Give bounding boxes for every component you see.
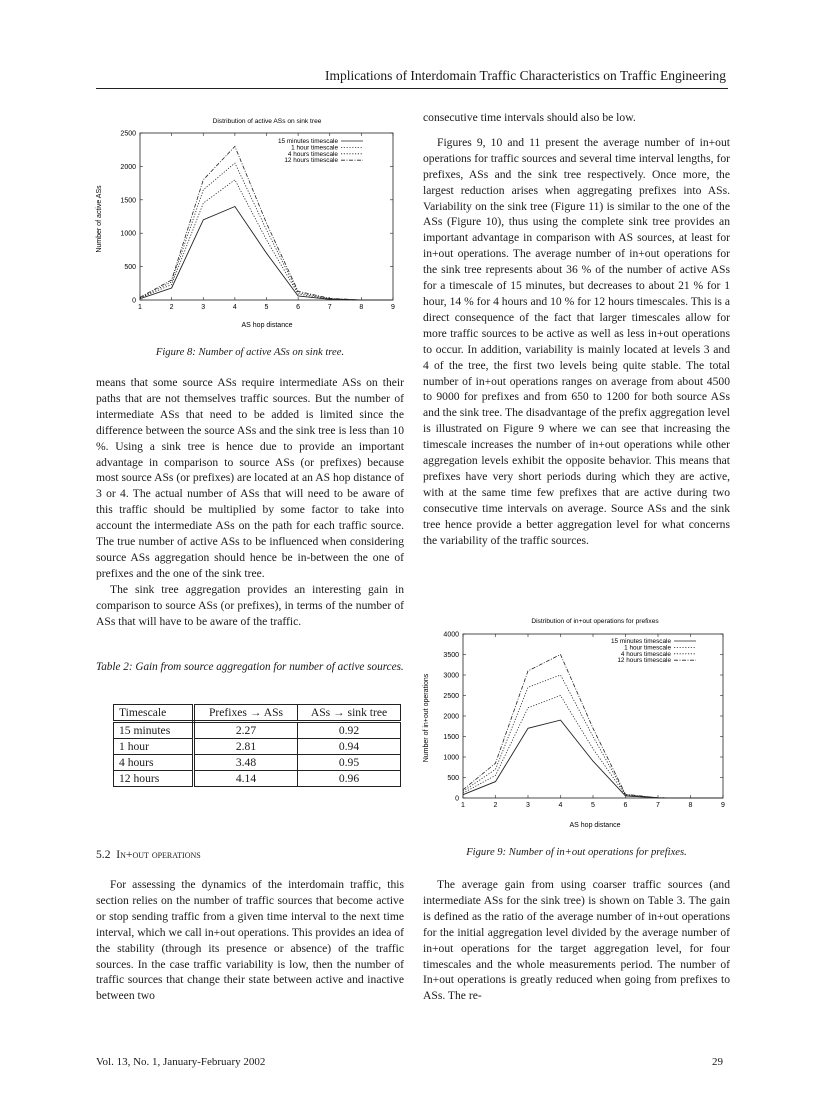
table-cell-ass-sink-tree: 0.96 xyxy=(298,771,401,787)
figure-8-ylabel: Number of active ASs xyxy=(96,185,103,253)
figure-9-y-tick-label: 3500 xyxy=(443,652,459,659)
table-cell-prefixes-ass: 2.27 xyxy=(194,722,298,739)
figure-8-x-tick-label: 3 xyxy=(201,304,206,311)
table-header-timescale: Timescale xyxy=(114,705,194,722)
section-5-2-text xyxy=(96,877,404,1004)
figure-8-legend-label: 12 hours timescale xyxy=(284,157,338,165)
figure-9-y-tick-label: 2500 xyxy=(443,693,459,700)
table-2-caption-text: Table 2: Gain from source aggregation for number of active sources. xyxy=(96,661,404,673)
table-cell-ass-sink-tree: 0.95 xyxy=(298,755,401,771)
figure-9-xlabel: AS hop distance xyxy=(569,822,621,829)
figure-9-legend-label: 1 hour timescale xyxy=(624,644,671,652)
figure-8-y-tick-label: 1500 xyxy=(120,197,136,205)
figure-9-y-tick-label: 3000 xyxy=(443,672,459,680)
table-cell-prefixes-ass: 2.81 xyxy=(194,739,298,755)
table-header-ass-sink-tree: ASs → sink tree xyxy=(298,705,401,722)
running-head: Implications of Interdomain Traffic Characteristics on Traffic Engineering xyxy=(324,68,726,83)
figure-8-legend-label: 1 hour timescale xyxy=(291,144,338,152)
figure-8-series-line-3 xyxy=(140,163,393,300)
figure-9-y-tick-label: 1500 xyxy=(443,734,459,741)
table-row xyxy=(114,739,401,755)
figure-8-y-tick-label: 500 xyxy=(124,264,136,272)
figure-9-x-tick-label: 2 xyxy=(493,802,498,809)
right-paragraph-1: Figures 9, 10 and 11 present the average number of in+out operations for traffic sources and several time interval lengths, for prefixes, ASs and the sink tree respectively. Once more, the largest reduction arises when aggregating prefixes into ASs. Variability on the sink tree (Figure 11) is similar to the one of the ASs (Figure 10), thus using the complete sink tree provides an important advantage in comparison with AS sources, at least for in+out operations. The average number of in+out operations for the sink tree represents about 36 % of the number of active ASs for a timescale of 15 minutes, but decreases to about 21 % for 1 hour, 14 % for 4 hours and 10 % for 12 hours timescales. This is a direct consequence of the fact that larger timescales allow for more traffic sources to be active as well as less in+out operations to occur. In addition, variability is mainly located at levels 3 and 4 of the tree, the first two levels being quite stable. The total number of in+out operations ranges on average from about 4500 to 9000 for prefixes and from 650 to 1200 for both source ASs and the sink tree. The disadvantage of the prefix aggregation level is illustrated on Figure 9 where we can see that increasing the timescale increases the number of in+out operations while other aggregation levels exhibit the opposite behavior. This means that prefixes have very short periods during which they are active, with at the same time few prefixes that are active during two consecutive time intervals on average. Source ASs and the sink tree hence provide a better aggregation level for what concerns the variability of the traffic sources. xyxy=(423,135,730,547)
figure-8-xlabel: AS hop distance xyxy=(241,322,293,329)
figure-9-series-line-3 xyxy=(463,675,723,798)
figure-8-series-line-1 xyxy=(140,207,393,301)
table-cell-ass-sink-tree: 0.94 xyxy=(298,739,401,755)
figure-8-legend-label: 15 minutes timescale xyxy=(277,138,338,145)
right-paragraph-2: The average gain from using coarser traffic sources (and intermediate ASs for the sink tree) is shown on Table 3. The gain is defined as the ratio of the average number of in+out operations for the initial aggregation level divided by the average number of in+out operations for the target aggregation level, for four timescales and the whole measurements period. The number of In+out operations is greatly reduced when going from prefixes to ASs. The re- xyxy=(423,878,730,1003)
figure-9-series-line-1 xyxy=(463,720,723,798)
figure-8-x-tick-label: 4 xyxy=(232,304,237,311)
figure-8-title: Distribution of active ASs on sink tree xyxy=(212,118,322,125)
figure-9-y-tick-label: 0 xyxy=(455,795,459,803)
table-cell-timescale: 12 hours xyxy=(114,771,194,787)
header-rule xyxy=(96,88,728,89)
figure-9-x-tick-label: 7 xyxy=(656,802,660,809)
figure-8-y-tick-label: 2000 xyxy=(120,163,136,171)
figure-8-legend-label: 4 hours timescale xyxy=(287,150,338,158)
table-cell-timescale: 15 minutes xyxy=(114,722,194,739)
figure-9-legend-label: 12 hours timescale xyxy=(617,657,671,665)
table-row xyxy=(114,755,401,771)
figure-9-y-tick-label: 1000 xyxy=(443,754,459,762)
table-cell-timescale: 4 hours xyxy=(114,755,194,771)
left-paragraph-1: means that some source ASs require intermediate ASs on their paths that are not themselves traffic sources. But the number of intermediate ASs that need to be added is limited since the difference between the source ASs and the sink tree is less than 10 %. Using a sink tree is hence due to provide an important advantage in comparison to source ASs (or prefixes) because most source ASs (or prefixes) are located at an AS hop distance of 3 or 4. The actual number of ASs that will need to be aware of this traffic should be multiplied by some factor to take into account the intermediate ASs on the path for each traffic source. The true number of active ASs to be influenced when considering source ASs aggregation should hence be in-between the one of prefixes and the one of the sink tree. xyxy=(96,376,404,580)
table-cell-timescale: 1 hour xyxy=(114,739,194,755)
right-column-text xyxy=(423,110,730,548)
right-paragraph-0: consecutive time intervals should also be low. xyxy=(423,111,636,124)
left-column-text xyxy=(96,375,404,630)
table-row xyxy=(114,771,401,787)
figure-8-x-tick-label: 1 xyxy=(138,304,142,311)
figure-9-x-tick-label: 4 xyxy=(558,802,563,809)
table-2-caption xyxy=(96,660,406,676)
table-row xyxy=(114,722,401,739)
left-paragraph-2: The sink tree aggregation provides an interesting gain in comparison to source ASs (or prefixes), in terms of the number of ASs that will have to be aware of the traffic. xyxy=(96,582,404,628)
figure-8-y-tick-label: 2500 xyxy=(120,130,136,138)
figure-8-caption: Figure 8: Number of active ASs on sink tree. xyxy=(155,347,345,358)
table-header-prefixes-ass: Prefixes → ASs xyxy=(194,705,298,722)
figure-9-series-line-4 xyxy=(463,655,723,799)
figure-8-chart xyxy=(88,112,408,344)
journal-footer: Vol. 13, No. 1, January-February 2002 xyxy=(96,1056,266,1068)
figure-8-x-tick-label: 8 xyxy=(359,304,364,311)
figure-9-chart xyxy=(418,614,732,834)
figure-8-x-tick-label: 9 xyxy=(391,304,395,311)
table-header-row xyxy=(114,705,401,722)
figure-8-x-tick-label: 2 xyxy=(169,304,174,311)
figure-9-title: Distribution of in+out operations for prefixes xyxy=(531,618,659,625)
table-cell-prefixes-ass: 3.48 xyxy=(194,755,298,771)
section-title: In+out operations xyxy=(116,848,201,861)
page-number: 29 xyxy=(712,1056,723,1068)
figure-9-plot-frame xyxy=(463,634,723,798)
figure-9-y-tick-label: 2000 xyxy=(443,713,459,721)
figure-9-x-tick-label: 6 xyxy=(623,802,628,809)
figure-9-y-tick-label: 4000 xyxy=(443,631,459,639)
figure-8-y-tick-label: 0 xyxy=(132,297,136,305)
right-column-bottom-text xyxy=(423,877,730,1004)
figure-9-legend-label: 15 minutes timescale xyxy=(610,638,671,645)
figure-8-series-line-4 xyxy=(140,146,393,300)
figure-9-x-tick-label: 5 xyxy=(591,802,595,809)
figure-8-x-tick-label: 6 xyxy=(296,304,301,311)
figure-8-x-tick-label: 5 xyxy=(264,304,269,311)
figure-8-x-tick-label: 7 xyxy=(327,304,332,311)
figure-9-x-tick-label: 3 xyxy=(526,802,530,809)
figure-8-series-line-2 xyxy=(140,180,393,300)
figure-9-y-tick-label: 500 xyxy=(447,775,459,782)
table-cell-prefixes-ass: 4.14 xyxy=(194,771,298,787)
figure-9-legend-label: 4 hours timescale xyxy=(620,650,671,658)
table-cell-ass-sink-tree: 0.92 xyxy=(298,722,401,739)
figure-9-series-line-2 xyxy=(463,696,723,799)
figure-8-y-tick-label: 1000 xyxy=(120,230,136,238)
section-number: 5.2 xyxy=(96,848,111,861)
figure-9-x-tick-label: 1 xyxy=(461,802,465,809)
figure-9-ylabel: Number of in+out operations xyxy=(423,673,430,763)
section-heading xyxy=(96,848,201,861)
figure-9-caption: Figure 9: Number of in+out operations for prefixes. xyxy=(466,847,687,858)
figure-9-x-tick-label: 9 xyxy=(721,802,725,809)
table-2 xyxy=(113,704,401,787)
section-paragraph-1: For assessing the dynamics of the interdomain traffic, this section relies on the number of traffic sources that become active or stop sending traffic from a given time interval to the next time interval, which we call in+out operations. This provides an idea of the stability (through its presence or absence) of the traffic sources. In the case traffic variability is low, then the number of traffic sources that change their state between active and inactive between two xyxy=(96,878,404,1003)
figure-9-x-tick-label: 8 xyxy=(688,802,693,809)
